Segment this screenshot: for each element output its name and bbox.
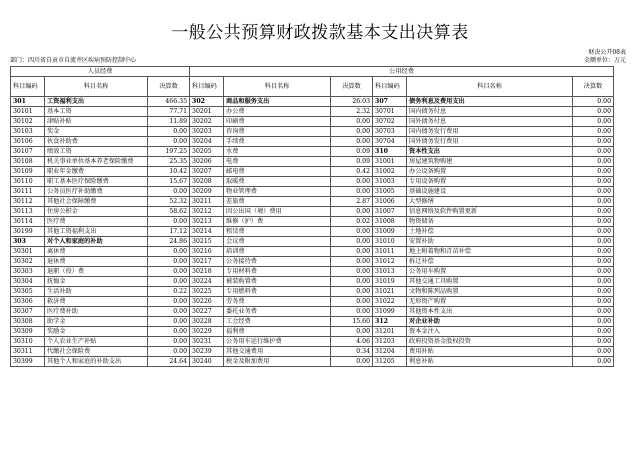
code-cell: 30110 <box>11 177 45 187</box>
table-row <box>11 277 614 287</box>
code-cell: 31007 <box>373 207 407 217</box>
name-cell: 专用材料费 <box>224 267 331 277</box>
name-cell: 国内债务发行费用 <box>407 127 573 137</box>
code-cell: 30225 <box>190 287 224 297</box>
table-row <box>11 257 614 267</box>
name-cell: 基础设施建设 <box>407 187 573 197</box>
code-cell: 30202 <box>190 117 224 127</box>
name-cell: 物资储备 <box>407 217 573 227</box>
code-cell: 312 <box>373 317 407 327</box>
name-cell: 维修（护）费 <box>224 217 331 227</box>
code-cell: 30239 <box>190 347 224 357</box>
code-cell: 31013 <box>373 267 407 277</box>
column-header-name: 科目名称 <box>407 77 573 97</box>
amount-cell: 25.35 <box>148 157 190 167</box>
amount-cell: 0.00 <box>573 147 614 157</box>
amount-cell: 0.00 <box>148 277 190 287</box>
name-cell: 福利费 <box>224 327 331 337</box>
table-row <box>11 237 614 247</box>
code-cell: 30206 <box>190 157 224 167</box>
column-header-amount: 决算数 <box>148 77 190 97</box>
code-cell: 30228 <box>190 317 224 327</box>
amount-cell: 0.34 <box>331 347 373 357</box>
code-cell: 307 <box>373 97 407 107</box>
code-cell: 30310 <box>11 337 45 347</box>
name-cell: 公务用车购置 <box>407 267 573 277</box>
code-cell: 30114 <box>11 217 45 227</box>
code-cell: 30113 <box>11 207 45 217</box>
code-cell: 30112 <box>11 197 45 207</box>
code-cell: 30106 <box>11 137 45 147</box>
name-cell: 政府投资基金股权投资 <box>407 337 573 347</box>
code-cell: 31006 <box>373 197 407 207</box>
column-header-code: 科目编码 <box>190 77 224 97</box>
code-cell: 30199 <box>11 227 45 237</box>
column-header-code: 科目编码 <box>373 77 407 97</box>
name-cell: 文物和陈列品购置 <box>407 287 573 297</box>
code-cell: 30111 <box>11 187 45 197</box>
name-cell: 对个人和家庭的补助 <box>45 237 148 247</box>
name-cell: 咨询费 <box>224 127 331 137</box>
name-cell: 债务利息及费用支出 <box>407 97 573 107</box>
table-row <box>11 327 614 337</box>
code-cell: 30224 <box>190 277 224 287</box>
code-cell: 30703 <box>373 127 407 137</box>
budget-table <box>10 66 614 367</box>
amount-cell: 0.00 <box>573 257 614 267</box>
amount-cell: 0.00 <box>573 167 614 177</box>
unit-label: 金额单位：万元 <box>583 57 626 64</box>
amount-cell: 0.00 <box>573 247 614 257</box>
name-cell: 抚恤金 <box>45 277 148 287</box>
code-cell: 30215 <box>190 237 224 247</box>
table-row <box>11 307 614 317</box>
name-cell: 物业管理费 <box>224 187 331 197</box>
name-cell: 信息网络及软件购置更新 <box>407 207 573 217</box>
code-cell: 30207 <box>190 167 224 177</box>
name-cell: 工会经费 <box>224 317 331 327</box>
amount-cell: 0.00 <box>148 257 190 267</box>
amount-cell: 0.00 <box>148 317 190 327</box>
code-cell: 30311 <box>11 347 45 357</box>
name-cell: 拆迁补偿 <box>407 257 573 267</box>
table-row <box>11 217 614 227</box>
name-cell: 个人农业生产补贴 <box>45 337 148 347</box>
public-group-header: 公用经费 <box>190 67 614 77</box>
code-cell: 30103 <box>11 127 45 137</box>
amount-cell: 0.00 <box>573 307 614 317</box>
name-cell: 公务员医疗补助缴费 <box>45 187 148 197</box>
amount-cell: 0.00 <box>148 127 190 137</box>
code-cell: 30303 <box>11 267 45 277</box>
amount-cell: 0.22 <box>148 287 190 297</box>
form-number: 财决公开08表 <box>588 49 626 56</box>
code-cell: 30218 <box>190 267 224 277</box>
amount-cell: 0.00 <box>331 127 373 137</box>
code-cell: 31021 <box>373 287 407 297</box>
code-cell: 31003 <box>373 177 407 187</box>
name-cell: 国外债务付息 <box>407 117 573 127</box>
name-cell: 其他工资福利支出 <box>45 227 148 237</box>
table-row <box>11 97 614 107</box>
group-header-row <box>11 67 614 77</box>
name-cell: 其他个人和家庭的补助支出 <box>45 357 148 367</box>
amount-cell: 0.02 <box>331 217 373 227</box>
amount-cell: 58.62 <box>148 207 190 217</box>
table-row <box>11 177 614 187</box>
table-row <box>11 167 614 177</box>
page-title: 一般公共预算财政拨款基本支出决算表 <box>171 23 469 43</box>
name-cell: 土地补偿 <box>407 227 573 237</box>
code-cell: 30399 <box>11 357 45 367</box>
amount-cell: 0.00 <box>573 357 614 367</box>
amount-cell: 0.00 <box>573 137 614 147</box>
amount-cell: 15.60 <box>331 317 373 327</box>
code-cell: 31002 <box>373 167 407 177</box>
amount-cell: 24.64 <box>148 357 190 367</box>
name-cell: 被装购置费 <box>224 277 331 287</box>
amount-cell: 0.00 <box>331 227 373 237</box>
name-cell: 其他交通工具购置 <box>407 277 573 287</box>
name-cell: 国外债务发行费用 <box>407 137 573 147</box>
amount-cell: 0.00 <box>573 197 614 207</box>
code-cell: 30701 <box>373 107 407 117</box>
name-cell: 专用设备购置 <box>407 177 573 187</box>
table-row <box>11 117 614 127</box>
code-cell: 30305 <box>11 287 45 297</box>
code-cell: 30201 <box>190 107 224 117</box>
name-cell: 退休费 <box>45 257 148 267</box>
code-cell: 31022 <box>373 297 407 307</box>
name-cell: 费用补贴 <box>407 347 573 357</box>
name-cell: 水费 <box>224 147 331 157</box>
name-cell: 资本金注入 <box>407 327 573 337</box>
amount-cell: 0.00 <box>331 247 373 257</box>
amount-cell: 0.00 <box>148 337 190 347</box>
name-cell: 手续费 <box>224 137 331 147</box>
code-cell: 31099 <box>373 307 407 317</box>
amount-cell: 0.42 <box>331 167 373 177</box>
amount-cell: 466.35 <box>148 97 190 107</box>
name-cell: 其他交通费用 <box>224 347 331 357</box>
name-cell: 租赁费 <box>224 227 331 237</box>
column-header-amount: 决算数 <box>573 77 614 97</box>
name-cell: 房屋建筑物购建 <box>407 157 573 167</box>
amount-cell: 0.00 <box>573 127 614 137</box>
table-row <box>11 287 614 297</box>
code-cell: 30306 <box>11 297 45 307</box>
table-row <box>11 227 614 237</box>
amount-cell: 0.00 <box>148 137 190 147</box>
code-cell: 31010 <box>373 237 407 247</box>
code-cell: 30101 <box>11 107 45 117</box>
code-cell: 30209 <box>190 187 224 197</box>
code-cell: 30216 <box>190 247 224 257</box>
code-cell: 310 <box>373 147 407 157</box>
code-cell: 30214 <box>190 227 224 237</box>
name-cell: 电费 <box>224 157 331 167</box>
amount-cell: 0.00 <box>331 357 373 367</box>
code-cell: 31005 <box>373 187 407 197</box>
amount-cell: 0.00 <box>573 107 614 117</box>
table-body <box>11 97 614 367</box>
amount-cell: 0.00 <box>573 117 614 127</box>
amount-cell: 77.71 <box>148 107 190 117</box>
code-cell: 30302 <box>11 257 45 267</box>
amount-cell: 0.00 <box>331 187 373 197</box>
table-row <box>11 107 614 117</box>
table-row <box>11 197 614 207</box>
table-row <box>11 297 614 307</box>
amount-cell: 24.86 <box>148 237 190 247</box>
amount-cell: 197.25 <box>148 147 190 157</box>
amount-cell: 10.42 <box>148 167 190 177</box>
amount-cell: 52.32 <box>148 197 190 207</box>
code-cell: 31204 <box>373 347 407 357</box>
amount-cell: 0.00 <box>573 237 614 247</box>
amount-cell: 0.00 <box>573 177 614 187</box>
department-label: 部门：四川省自贡市自流井区疾病预防控制中心 <box>10 57 137 64</box>
name-cell: 基本工资 <box>45 107 148 117</box>
code-cell: 30107 <box>11 147 45 157</box>
amount-cell: 0.00 <box>148 327 190 337</box>
amount-cell: 0.00 <box>331 287 373 297</box>
amount-cell: 0.00 <box>573 347 614 357</box>
name-cell: 地上附着物和青苗补偿 <box>407 247 573 257</box>
code-cell: 31012 <box>373 257 407 267</box>
code-cell: 31201 <box>373 327 407 337</box>
name-cell: 救济费 <box>45 297 148 307</box>
code-cell: 30704 <box>373 137 407 147</box>
name-cell: 绩效工资 <box>45 147 148 157</box>
amount-cell: 0.00 <box>331 257 373 267</box>
amount-cell: 0.00 <box>573 337 614 347</box>
name-cell: 离休费 <box>45 247 148 257</box>
table-row <box>11 147 614 157</box>
name-cell: 代缴社会保险费 <box>45 347 148 357</box>
amount-cell: 0.00 <box>331 297 373 307</box>
name-cell: 奖金 <box>45 127 148 137</box>
code-cell: 31001 <box>373 157 407 167</box>
code-cell: 30102 <box>11 117 45 127</box>
name-cell: 商品和服务支出 <box>224 97 331 107</box>
amount-cell: 0.00 <box>573 217 614 227</box>
code-cell: 31205 <box>373 357 407 367</box>
name-cell: 因公出国（境）费用 <box>224 207 331 217</box>
amount-cell: 0.00 <box>573 97 614 107</box>
table-row <box>11 247 614 257</box>
name-cell: 住房公积金 <box>45 207 148 217</box>
column-header-amount: 决算数 <box>331 77 373 97</box>
code-cell: 30109 <box>11 167 45 177</box>
amount-cell: 2.87 <box>331 197 373 207</box>
code-cell: 30308 <box>11 317 45 327</box>
amount-cell: 17.12 <box>148 227 190 237</box>
amount-cell: 0.00 <box>573 207 614 217</box>
table-row <box>11 347 614 357</box>
code-cell: 303 <box>11 237 45 247</box>
amount-cell: 0.00 <box>331 307 373 317</box>
column-header-name: 科目名称 <box>45 77 148 97</box>
code-cell: 30301 <box>11 247 45 257</box>
code-cell: 30304 <box>11 277 45 287</box>
table-row <box>11 317 614 327</box>
name-cell: 大型修缮 <box>407 197 573 207</box>
amount-cell: 0.00 <box>331 117 373 127</box>
name-cell: 利息补贴 <box>407 357 573 367</box>
name-cell: 助学金 <box>45 317 148 327</box>
amount-cell: 0.00 <box>148 307 190 317</box>
code-cell: 30217 <box>190 257 224 267</box>
code-cell: 31008 <box>373 217 407 227</box>
code-cell: 30204 <box>190 137 224 147</box>
amount-cell: 15.67 <box>148 177 190 187</box>
code-cell: 31019 <box>373 277 407 287</box>
name-cell: 对企业补助 <box>407 317 573 327</box>
amount-cell: 0.00 <box>148 217 190 227</box>
name-cell: 办公设备购置 <box>407 167 573 177</box>
code-cell: 30307 <box>11 307 45 317</box>
amount-cell: 0.00 <box>573 317 614 327</box>
amount-cell: 11.89 <box>148 117 190 127</box>
table-row <box>11 157 614 167</box>
name-cell: 工资福利支出 <box>45 97 148 107</box>
code-cell: 31203 <box>373 337 407 347</box>
amount-cell: 0.00 <box>573 297 614 307</box>
name-cell: 其他社会保障缴费 <box>45 197 148 207</box>
code-cell: 30240 <box>190 357 224 367</box>
table-row <box>11 207 614 217</box>
amount-cell: 0.00 <box>148 247 190 257</box>
name-cell: 机关事业单位基本养老保险缴费 <box>45 157 148 167</box>
code-cell: 30203 <box>190 127 224 137</box>
amount-cell: 0.09 <box>331 147 373 157</box>
amount-cell: 0.00 <box>573 227 614 237</box>
amount-cell: 0.00 <box>331 267 373 277</box>
name-cell: 国内债务付息 <box>407 107 573 117</box>
name-cell: 差旅费 <box>224 197 331 207</box>
amount-cell: 4.06 <box>331 337 373 347</box>
code-cell: 301 <box>11 97 45 107</box>
amount-cell: 0.00 <box>573 327 614 337</box>
table-row <box>11 267 614 277</box>
code-cell: 30227 <box>190 307 224 317</box>
code-cell: 30231 <box>190 337 224 347</box>
name-cell: 津贴补贴 <box>45 117 148 127</box>
code-cell: 30226 <box>190 297 224 307</box>
amount-cell: 0.00 <box>573 157 614 167</box>
amount-cell: 0.00 <box>331 277 373 287</box>
table-row <box>11 137 614 147</box>
name-cell: 培训费 <box>224 247 331 257</box>
code-cell: 30208 <box>190 177 224 187</box>
amount-cell: 0.00 <box>573 287 614 297</box>
amount-cell: 0.00 <box>148 297 190 307</box>
table-row <box>11 357 614 367</box>
amount-cell: 26.03 <box>331 97 373 107</box>
amount-cell: 0.00 <box>331 177 373 187</box>
column-header-code: 科目编码 <box>11 77 45 97</box>
name-cell: 劳务费 <box>224 297 331 307</box>
name-cell: 印刷费 <box>224 117 331 127</box>
name-cell: 无形资产购置 <box>407 297 573 307</box>
name-cell: 医疗费补助 <box>45 307 148 317</box>
name-cell: 生活补助 <box>45 287 148 297</box>
name-cell: 办公费 <box>224 107 331 117</box>
name-cell: 资本性支出 <box>407 147 573 157</box>
name-cell: 公务用车运行维护费 <box>224 337 331 347</box>
name-cell: 安置补助 <box>407 237 573 247</box>
code-cell: 30213 <box>190 217 224 227</box>
code-cell: 30212 <box>190 207 224 217</box>
code-cell: 30309 <box>11 327 45 337</box>
amount-cell: 0.00 <box>331 327 373 337</box>
code-cell: 31009 <box>373 227 407 237</box>
name-cell: 取暖费 <box>224 177 331 187</box>
amount-cell: 0.00 <box>331 237 373 247</box>
column-header-row <box>11 77 614 97</box>
name-cell: 医疗费 <box>45 217 148 227</box>
name-cell: 其他资本性支出 <box>407 307 573 317</box>
code-cell: 302 <box>190 97 224 107</box>
code-cell: 31011 <box>373 247 407 257</box>
name-cell: 奖励金 <box>45 327 148 337</box>
table-row <box>11 337 614 347</box>
amount-cell: 0.00 <box>148 187 190 197</box>
personnel-group-header: 人员经费 <box>11 67 190 77</box>
name-cell: 职工基本医疗保险缴费 <box>45 177 148 187</box>
amount-cell: 0.00 <box>573 267 614 277</box>
amount-cell: 0.00 <box>148 347 190 357</box>
name-cell: 退职（役）费 <box>45 267 148 277</box>
name-cell: 职业年金缴费 <box>45 167 148 177</box>
name-cell: 税金及附加费用 <box>224 357 331 367</box>
code-cell: 30229 <box>190 327 224 337</box>
column-header-name: 科目名称 <box>224 77 331 97</box>
amount-cell: 0.00 <box>331 207 373 217</box>
amount-cell: 2.32 <box>331 107 373 117</box>
table-row <box>11 127 614 137</box>
name-cell: 邮电费 <box>224 167 331 177</box>
amount-cell: 0.00 <box>148 267 190 277</box>
amount-cell: 0.00 <box>573 277 614 287</box>
name-cell: 会议费 <box>224 237 331 247</box>
code-cell: 30211 <box>190 197 224 207</box>
amount-cell: 0.00 <box>573 187 614 197</box>
code-cell: 30205 <box>190 147 224 157</box>
table-row <box>11 187 614 197</box>
code-cell: 30108 <box>11 157 45 167</box>
amount-cell: 0.09 <box>331 157 373 167</box>
name-cell: 专用燃料费 <box>224 287 331 297</box>
name-cell: 公务接待费 <box>224 257 331 267</box>
code-cell: 30702 <box>373 117 407 127</box>
amount-cell: 0.00 <box>331 137 373 147</box>
name-cell: 委托业务费 <box>224 307 331 317</box>
name-cell: 伙食补助费 <box>45 137 148 147</box>
